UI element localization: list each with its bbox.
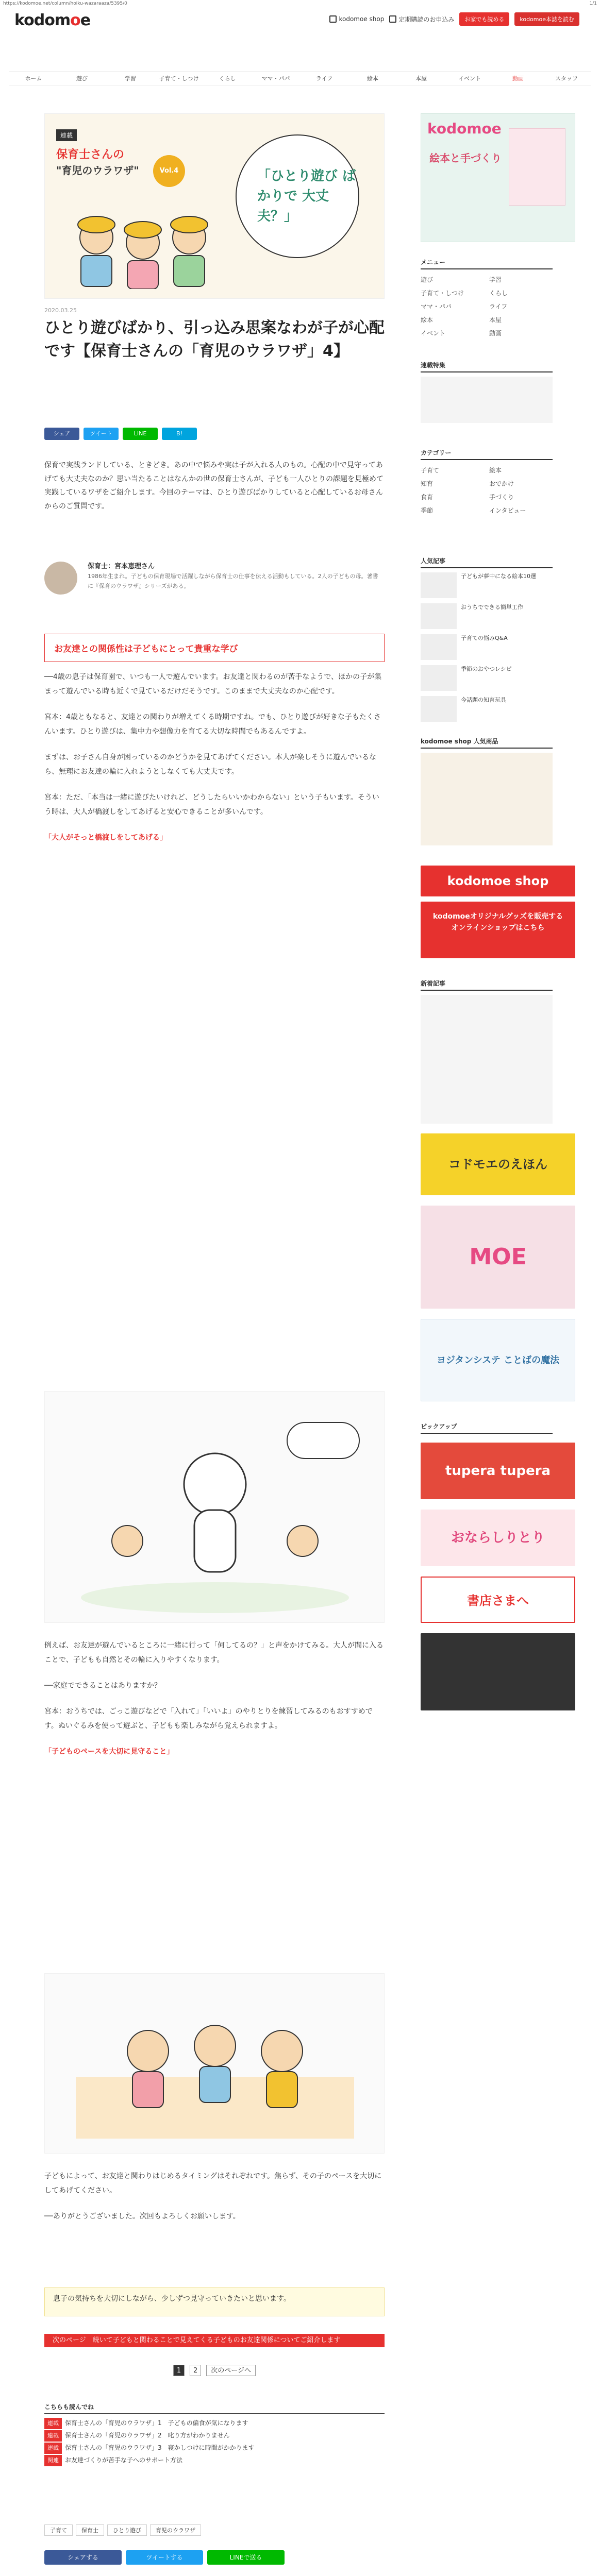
ad-magazine-name: kodomoe — [427, 120, 502, 137]
highlight-text: 「子どものペースを大切に見守ること」 — [44, 1748, 174, 1756]
sidebar-menu-heading: メニュー — [421, 258, 553, 269]
main-nav — [9, 71, 591, 86]
hero-line2: "育児のウラワザ" — [56, 164, 139, 177]
illustration-1 — [44, 1391, 385, 1623]
section-heading-box — [44, 634, 385, 662]
related-list — [44, 2401, 385, 2466]
ranking-thumbnail — [421, 603, 457, 629]
category-heading: カテゴリー — [421, 448, 553, 460]
pickup-heading: ピックアップ — [421, 1422, 553, 1434]
paragraph: 例えば、お友達が遊んでいるところに一緒に行って「何してるの？」と声をかけてみる。大人が間に入ることで、子どもも自然とその輪に入りやすくなります。 — [44, 1641, 384, 1664]
ranking-item[interactable]: 子どもが夢中になる絵本10選 — [421, 572, 553, 598]
paragraph: まずは、お子さん自身が困っているのかどうかを見てあげてください。本人が楽しそうに遊んでいるなら、無理にお友達の輪に入れようとしなくても大丈夫です。 — [44, 753, 376, 776]
paragraph: 宮本：おうちでは、ごっこ遊びなどで「入れて」「いいよ」のやりとりを練習してみるのもおすすめです。ぬいぐるみを使って遊ぶと、子どもも楽しみながら覚えられますよ。 — [44, 1707, 373, 1730]
top-nav — [329, 12, 579, 26]
category-item[interactable]: おでかけ — [489, 480, 514, 487]
tupera-banner[interactable]: tupera tupera — [421, 1443, 575, 1499]
ranking-item[interactable]: 季節のおやつレシピ — [421, 665, 553, 691]
ranking-thumbnail — [421, 634, 457, 660]
subscribe-link[interactable]: 定期購読のお申込み — [389, 15, 454, 24]
line-share-button[interactable]: LINEで送る — [207, 2550, 285, 2565]
page-1[interactable]: 1 — [173, 2365, 185, 2376]
sidebar-ranking — [421, 556, 553, 727]
nav-item[interactable]: くらし — [219, 75, 236, 82]
sidebar-menu-item[interactable]: ライフ — [489, 303, 508, 310]
summary-box: 息子の気持ちを大切にしながら、少しずつ見守っていきたいと思います。 — [44, 2287, 385, 2316]
sidebar-pickup — [421, 1422, 553, 1438]
nav-item[interactable]: 子育て・しつけ — [159, 75, 199, 82]
shop-banner[interactable]: kodomoe shop — [421, 866, 575, 896]
article-body — [44, 670, 385, 856]
next-page-bar[interactable]: 次のページ 続いて子どもと関わることで見えてくる子どものお友達関係についてご紹介します — [44, 2334, 385, 2347]
shop-promo-banner[interactable]: kodomoeオリジナルグッズを販売するオンラインショップはこちら — [421, 902, 575, 958]
hero-image — [44, 113, 385, 299]
author-box — [44, 556, 385, 613]
twitter-share-button[interactable]: ツイート — [84, 428, 119, 440]
paragraph: ──ありがとうございました。次回もよろしくお願いします。 — [44, 2212, 240, 2221]
ranking-thumbnail — [421, 572, 457, 598]
yoji-banner[interactable]: ヨジタンシステ ことばの魔法 — [421, 1319, 575, 1401]
tag-chip[interactable]: 育児のウラワザ — [150, 2524, 201, 2536]
sidebar-menu-item[interactable]: くらし — [489, 290, 508, 297]
sidebar-menu-item[interactable]: 学習 — [489, 276, 502, 283]
ranking-item[interactable]: 子育ての悩みQ&A — [421, 634, 553, 660]
sidebar-category — [421, 448, 553, 517]
nav-item[interactable]: イベント — [458, 75, 481, 82]
sidebar-menu-item[interactable]: 絵本 — [421, 316, 434, 324]
tag-row — [44, 2524, 201, 2536]
nav-item[interactable]: ママ・パパ — [261, 75, 290, 82]
article-body-3 — [44, 2169, 385, 2235]
article-date: 2020.03.25 — [44, 307, 77, 314]
ranking-thumbnail — [421, 665, 457, 691]
print-page: 1/1 — [589, 1, 597, 6]
sidebar-shop — [421, 737, 553, 845]
shop-heading: kodomoe shop 人気商品 — [421, 737, 553, 749]
paragraph: 宮本：4歳ともなると、友達との関わりが増えてくる時期ですね。でも、ひとり遊びが好きな子もたくさんいます。ひとり遊びは、集中力や想像力を育てる大切な時間でもあるんですよ。 — [44, 713, 381, 736]
news-list[interactable] — [421, 995, 553, 1124]
nav-item[interactable]: 絵本 — [367, 75, 378, 82]
next-page-link[interactable]: 次のページへ — [206, 2365, 256, 2376]
sidebar-news — [421, 979, 553, 1124]
moe-banner[interactable]: MOE — [421, 1206, 575, 1309]
bag-icon — [329, 15, 337, 23]
category-item[interactable]: インタビュー — [489, 507, 526, 514]
related-list-item[interactable]: 連載 保育士さんの「育児のウラワザ」2 叱り方がわかりません — [44, 2429, 385, 2442]
series-heading: 連載特集 — [421, 361, 553, 372]
illustration-2 — [44, 1973, 385, 2154]
shop-link[interactable]: kodomoe shop — [329, 15, 384, 23]
highlight-text: 「大人がそっと橋渡しをしてあげる」 — [44, 834, 167, 842]
facebook-share-button[interactable]: シェア — [44, 428, 79, 440]
category-item[interactable]: 食育 — [421, 494, 434, 501]
pagination — [44, 2365, 385, 2376]
related-list-item[interactable]: 連載 保育士さんの「育児のウラワザ」1 子どもの偏食が気になります — [44, 2417, 385, 2429]
page-2[interactable]: 2 — [190, 2365, 201, 2376]
hero-speech-bubble — [236, 134, 359, 258]
sidebar-menu-item[interactable]: 本屋 — [489, 316, 502, 324]
hero-tag: 連載 — [56, 129, 77, 141]
related-list-heading: こちらも読んでね — [44, 2401, 385, 2414]
ranking-heading: 人気記事 — [421, 556, 553, 568]
hatena-share-button[interactable]: B! — [162, 428, 197, 440]
ad-subtitle: 絵本と手づくり — [429, 152, 502, 164]
nav-item[interactable]: ライフ — [315, 75, 333, 82]
sidebar-menu-item[interactable]: 動画 — [489, 330, 502, 337]
magazine-ad[interactable] — [421, 113, 575, 242]
hero-bubble-text: 「ひとり遊び ばかりで 大丈夫？」 — [257, 168, 356, 224]
share-buttons-bottom — [44, 2550, 285, 2565]
nav-item[interactable]: 遊び — [76, 75, 88, 82]
category-item[interactable]: 子育て — [421, 467, 440, 474]
share-buttons — [44, 428, 197, 440]
author-bio: 1986年生まれ。子どもの保育現場で活躍しながら保育士の仕事を伝える活動もしている。2人の子どもの母。著書に『保育のウラワザ』シリーズがある。 — [88, 573, 378, 589]
shop-products[interactable] — [421, 753, 553, 845]
nav-item[interactable]: ホーム — [25, 75, 42, 82]
category-item[interactable]: 季節 — [421, 507, 434, 514]
ranking-item[interactable]: 今話題の知育玩具 — [421, 696, 553, 722]
facebook-share-button[interactable]: シェアする — [44, 2550, 122, 2565]
twitter-share-button[interactable]: ツイートする — [126, 2550, 203, 2565]
tag-chip[interactable]: ひとり遊び — [107, 2524, 147, 2536]
category-item[interactable]: 絵本 — [489, 467, 502, 474]
site-logo[interactable]: kodomoe — [14, 11, 91, 29]
category-item[interactable]: 手づくり — [489, 494, 514, 501]
section-heading: お友達との関係性は子どもにとって貴重な学び — [54, 644, 238, 654]
article-lead: 保育で実践ランドしている、ときどき。あの中で悩みや実は子が入れる人のもの。心配の中で見守ってあげても大丈夫なのか？思い当たることはなんかの世の保育士さんが、子ども一人ひとりの課題を見極めて実践しているワザをご紹介します。今回のテーマは、ひとり遊びばかりしていると心配しているお母さんからのご質問です。 — [44, 461, 384, 511]
category-item[interactable]: 知育 — [421, 480, 434, 487]
ehon-banner[interactable]: コドモエのえほん — [421, 1133, 575, 1195]
author-avatar — [44, 562, 77, 595]
sidebar-menu-item[interactable]: 子育て・しつけ — [421, 290, 464, 297]
kids-illustration — [65, 201, 220, 289]
nav-item-active[interactable]: 動画 — [512, 75, 524, 82]
nav-item[interactable]: 本屋 — [415, 75, 427, 82]
onarashi-banner[interactable]: おならしりとり — [421, 1510, 575, 1566]
sidebar-series — [421, 361, 553, 423]
ranking-item[interactable]: おうちでできる簡単工作 — [421, 603, 553, 629]
hero-line1: 保育士さんの — [56, 148, 125, 161]
sidebar-menu-item[interactable]: ママ・パパ — [421, 303, 452, 310]
related-list-item[interactable]: 関連 お友達づくりが苦手な子へのサポート方法 — [44, 2454, 385, 2466]
tag-chip[interactable]: 子育て — [44, 2524, 73, 2536]
paragraph: 宮本：ただ、「本当は一緒に遊びたいけれど、どうしたらいいかわからない」という子もいます。そういう時は、大人が橋渡しをしてあげると安心できることが多いんです。 — [44, 793, 379, 816]
sidebar-menu-item[interactable]: イベント — [421, 330, 446, 337]
author-name: 保育士：宮本恵理さん — [88, 563, 155, 570]
paragraph: ──4歳の息子は保育園で、いつも一人で遊んでいます。お友達と関わるのが苦手なようで、ほかの子が集まって遊んでいる時も近くで見ているだけだそうです。このままで大丈夫なのか心配です。 — [44, 673, 382, 696]
paragraph: 子どもによって、お友達と関わりはじめるタイミングはそれぞれです。焦らず、その子のペースを大切にしてあげてください。 — [44, 2172, 382, 2195]
print-url: https://kodomoe.net/column/hoiku-wazaraaza/5395/0 — [3, 1, 127, 6]
bookstore-banner[interactable]: 書店さまへ — [421, 1577, 575, 1623]
nav-item[interactable]: スタッフ — [555, 75, 578, 82]
line-share-button[interactable]: LINE — [123, 428, 158, 440]
print-header — [0, 0, 600, 7]
read-magazine-button[interactable]: kodomoe本誌を読む — [514, 12, 579, 26]
magazine-cover — [509, 128, 565, 206]
article-body-2 — [44, 1638, 385, 1770]
video-banner[interactable] — [421, 1633, 575, 1710]
book-icon — [389, 15, 396, 23]
paragraph: ──家庭でできることはありますか？ — [44, 1682, 161, 1690]
related-list-item[interactable]: 連載 保育士さんの「育児のウラワザ」3 寝かしつけに時間がかかります — [44, 2442, 385, 2454]
ranking-thumbnail — [421, 696, 457, 722]
tag-chip[interactable]: 保育士 — [76, 2524, 104, 2536]
hero-vol-badge: Vol.4 — [153, 155, 185, 187]
read-online-button[interactable]: お家でも読める — [459, 12, 509, 26]
article-title: ひとり遊びばかり、引っ込み思案なわが子が心配です【保育士さんの「育児のウラワザ」4】 — [44, 319, 385, 360]
sidebar-menu — [421, 258, 553, 340]
sidebar-menu-item[interactable]: 遊び — [421, 276, 434, 283]
news-heading: 新着記事 — [421, 979, 553, 991]
nav-item[interactable]: 学習 — [125, 75, 136, 82]
series-thumbnail[interactable] — [421, 377, 553, 423]
